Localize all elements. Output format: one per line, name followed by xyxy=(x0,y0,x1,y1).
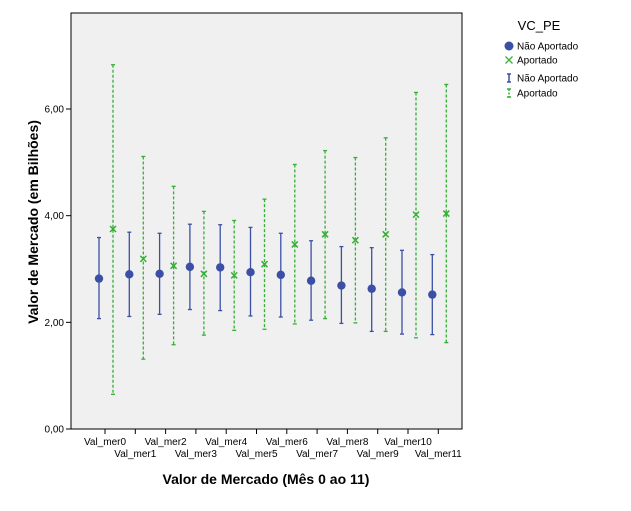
y-tick-label: 2,00 xyxy=(44,317,64,329)
y-tick-label: 6,00 xyxy=(44,104,64,116)
y-tick-label: 0,00 xyxy=(44,424,64,436)
x-tick-label: Val_mer5 xyxy=(235,449,278,460)
legend-label: Aportado xyxy=(517,88,558,100)
x-axis-title: Valor de Mercado (Mês 0 ao 11) xyxy=(162,471,370,487)
x-tick-label: Val_mer1 xyxy=(114,449,157,460)
legend-label: Aportado xyxy=(517,55,558,67)
mean-point xyxy=(125,270,133,278)
mean-point xyxy=(95,274,103,282)
mean-point xyxy=(186,263,194,271)
mean-point xyxy=(368,285,376,293)
mean-point xyxy=(277,271,285,279)
mean-point xyxy=(246,268,254,276)
legend-label: Não Aportado xyxy=(517,73,579,85)
x-tick-label: Val_mer2 xyxy=(144,437,187,448)
legend-x-icon xyxy=(506,57,513,64)
x-tick-label: Val_mer0 xyxy=(83,437,127,448)
mean-point xyxy=(337,281,345,289)
legend-circle-icon xyxy=(505,42,514,51)
legend-label: Não Aportado xyxy=(517,41,579,53)
x-axis xyxy=(84,429,462,460)
x-tick-label: Val_mer6 xyxy=(265,437,308,448)
legend-title: VC_PE xyxy=(517,18,561,33)
mean-point xyxy=(155,270,163,278)
x-tick-label: Val_mer3 xyxy=(174,449,217,460)
y-axis-title: Valor de Mercado (em Bilhões) xyxy=(25,120,41,324)
y-tick-label: 4,00 xyxy=(44,211,64,223)
plot-area xyxy=(71,13,462,429)
mean-point xyxy=(398,288,406,296)
x-tick-label: Val_mer10 xyxy=(384,437,432,448)
y-axis xyxy=(45,105,71,436)
legend xyxy=(505,18,579,100)
x-tick-label: Val_mer8 xyxy=(326,437,369,448)
x-tick-label: Val_mer11 xyxy=(414,449,462,460)
mean-point xyxy=(307,277,315,285)
x-tick-label: Val_mer4 xyxy=(205,437,248,448)
x-tick-label: Val_mer7 xyxy=(296,449,339,460)
mean-point xyxy=(216,263,224,271)
x-tick-label: Val_mer9 xyxy=(356,449,399,460)
mean-point xyxy=(428,290,436,298)
